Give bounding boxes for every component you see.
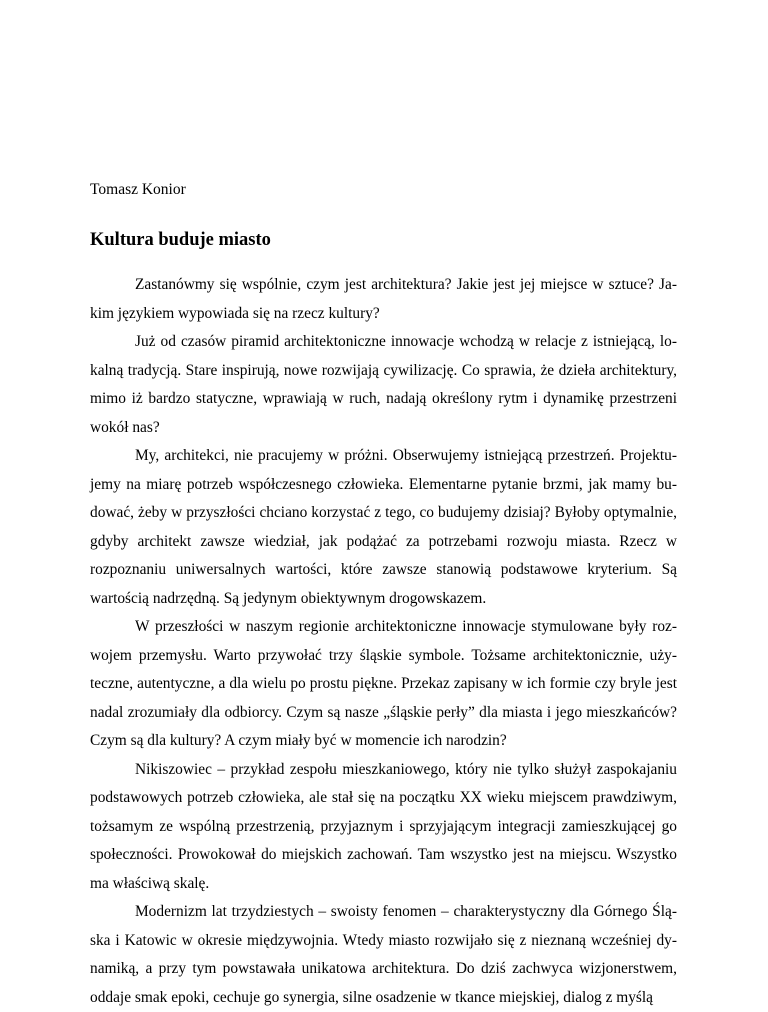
paragraph: Zastanówmy się wspólnie, czym jest architektura? Jakie jest jej miejsce w sztuce? Jakim językiem wypowiada się na rzecz kultury? [90,276,677,322]
document-body [90,271,677,1012]
paragraph: W przeszłości w naszym regionie architektoniczne innowacje stymulowane były rozwojem przemysłu. Warto przywołać trzy śląskie symbole. Tożsame architektonicznie, użyteczne, autentyczne, a dla wielu po prostu piękne. Przekaz zapisany w ich formie czy bryle jest nadal zrozumiały dla odbiorcy. Czym są nasze „śląskie perły” dla miasta i jego mieszkańców? Czym są dla kultury? A czym miały być w momencie ich narodzin? [90,618,677,749]
paragraph: Modernizm lat trzydziestych – swoisty fenomen – charakterystyczny dla Górnego Śląska i Katowic w okresie międzywojnia. Wtedy miasto rozwijało się z nieznaną wcześniej dynamiką, a przy tym powstawała unikatowa architektura. Do dziś zachwyca wizjonerstwem, oddaje smak epoki, cechuje go synergia, silne osadzenie w tkance miejskiej, dialog z myślą [90,903,677,1006]
document-title: Kultura buduje miasto [90,230,271,250]
paragraph: Już od czasów piramid architektoniczne innowacje wchodzą w relacje z istniejącą, lokalną tradycją. Stare inspirują, nowe rozwijają cywilizację. Co sprawia, że dzieła architektury, mimo iż bardzo statyczne, wprawiają w ruch, nadają określony rytm i dynamikę przestrzeni wokół nas? [90,333,677,436]
paragraph: My, architekci, nie pracujemy w próżni. Obserwujemy istniejącą przestrzeń. Projektujemy na miarę potrzeb współczesnego człowieka. Elementarne pytanie brzmi, jak mamy budować, żeby w przyszłości chciano korzystać z tego, co budujemy dzisiaj? Byłoby optymalnie, gdyby architekt zawsze wiedział, jak podążać za potrzebami rozwoju miasta. Rzecz w rozpoznaniu uniwersalnych wartości, które zawsze stanowią podstawowe kryterium. Są wartością nadrzędną. Są jedynym obiektywnym drogowskazem. [90,447,677,607]
author-name: Tomasz Konior [90,181,186,198]
paragraph: Nikiszowiec – przykład zespołu mieszkaniowego, który nie tylko służył zaspokajaniu podstawowych potrzeb człowieka, ale stał się na początku XX wieku miejscem prawdziwym, tożsamym ze wspólną przestrzenią, przyjaznym i sprzyjającym integracji zamieszkującej go społeczności. Prowokował do miejskich zachowań. Tam wszystko jest na miejscu. Wszystko ma właściwą skalę. [90,760,677,892]
